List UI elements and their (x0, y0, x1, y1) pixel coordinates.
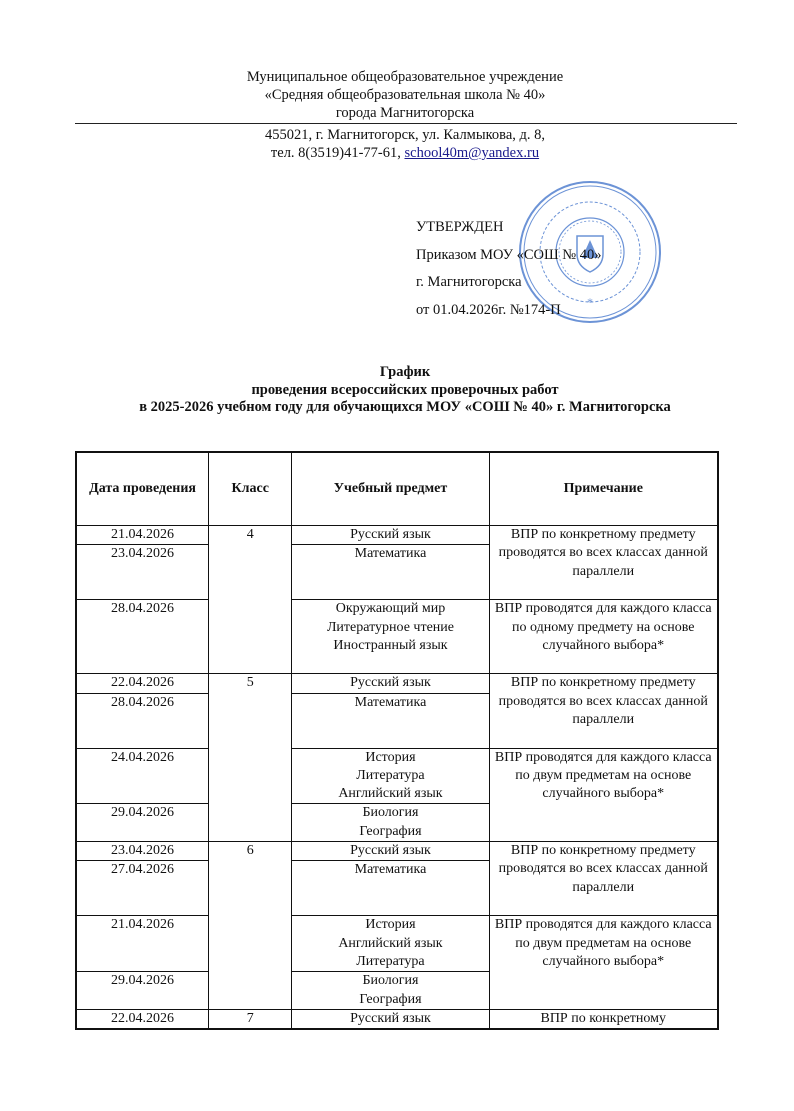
class-cell: 7 (209, 1009, 292, 1029)
note-cell: ВПР проводятся для каждого класса по одному предмету на основе случайного выбора* (489, 600, 718, 674)
note-cell: ВПР по конкретному предмету проводятся во всех классах данной параллели (489, 526, 718, 600)
title-line-3: в 2025-2026 учебном году для обучающихся МОУ «СОШ № 40» г. Магнитогорска (139, 399, 671, 415)
date-cell: 28.04.2026 (76, 693, 209, 748)
header-subject: Учебный предмет (292, 452, 489, 526)
school-city: города Магнитогорска (335, 105, 475, 121)
table-row (76, 748, 718, 804)
date-cell: 22.04.2026 (76, 674, 209, 693)
school-letterhead (75, 68, 735, 122)
header-note: Примечание (489, 452, 718, 526)
approval-city: г. Магнитогорска (416, 274, 522, 290)
approval-date: от 01.04.2026г. №174-П (416, 301, 561, 318)
class-cell: 5 (209, 674, 292, 842)
school-phone: тел. 8(3519)41-77-61, (270, 145, 405, 161)
subject-cell: История Литература Английский язык (292, 748, 489, 804)
approval-order: Приказом МОУ «СОШ № 40» (416, 246, 602, 263)
note-cell: ВПР проводятся для каждого класса по двум предметам на основе случайного выбора* (489, 748, 718, 841)
svg-text:*: * (587, 295, 593, 309)
date-cell: 22.04.2026 (76, 1009, 209, 1029)
header-date: Дата проведения (76, 452, 209, 526)
document-title (60, 364, 750, 417)
school-email-link[interactable]: school40m@yandex.ru (404, 145, 540, 161)
school-name: «Средняя общеобразовательная школа № 40» (264, 87, 546, 103)
school-phone-line (75, 144, 735, 162)
date-cell: 24.04.2026 (76, 748, 209, 804)
title-line-1: График (379, 364, 431, 380)
school-type: Муниципальное общеобразовательное учреждение (246, 69, 564, 85)
subject-cell: Окружающий мир Литературное чтение Иностранный язык (292, 600, 489, 674)
school-contacts (75, 126, 735, 162)
subject-cell: Математика (292, 693, 489, 748)
subject-cell: Математика (292, 545, 489, 600)
note-cell: ВПР по конкретному предмету проводятся во всех классах данной параллели (489, 842, 718, 916)
date-cell: 23.04.2026 (76, 545, 209, 600)
subject-cell: Русский язык (292, 526, 489, 545)
approval-block (416, 214, 601, 324)
title-line-2: проведения всероссийских проверочных работ (251, 381, 559, 398)
table-row (76, 600, 718, 674)
date-cell: 28.04.2026 (76, 600, 209, 674)
table-row (76, 674, 718, 693)
school-address: 455021, г. Магнитогорск, ул. Калмыкова, д. 8, (264, 127, 546, 143)
note-cell: ВПР по конкретному предмету проводятся во всех классах данной параллели (489, 674, 718, 748)
table-row (76, 916, 718, 972)
subject-cell: Русский язык (292, 1009, 489, 1029)
date-cell: 21.04.2026 (76, 916, 209, 972)
subject-cell: Русский язык (292, 842, 489, 861)
subject-cell: Математика (292, 861, 489, 916)
date-cell: 23.04.2026 (76, 842, 209, 861)
approval-heading: УТВЕРЖДЕН (416, 219, 504, 235)
subject-cell: Биология География (292, 972, 489, 1010)
class-cell: 4 (209, 526, 292, 674)
schedule-table (75, 451, 719, 1030)
table-row (76, 1009, 718, 1029)
date-cell: 29.04.2026 (76, 972, 209, 1010)
table-header-row (76, 452, 718, 526)
date-cell: 21.04.2026 (76, 526, 209, 545)
subject-cell: Биология География (292, 804, 489, 842)
note-cell: ВПР проводятся для каждого класса по двум предметам на основе случайного выбора* (489, 916, 718, 1009)
table-row (76, 526, 718, 545)
class-cell: 6 (209, 842, 292, 1010)
header-class: Класс (209, 452, 292, 526)
table-row (76, 842, 718, 861)
letterhead-divider (75, 123, 737, 124)
subject-cell: Русский язык (292, 674, 489, 693)
date-cell: 29.04.2026 (76, 804, 209, 842)
note-cell: ВПР по конкретному (489, 1009, 718, 1029)
subject-cell: История Английский язык Литература (292, 916, 489, 972)
date-cell: 27.04.2026 (76, 861, 209, 916)
